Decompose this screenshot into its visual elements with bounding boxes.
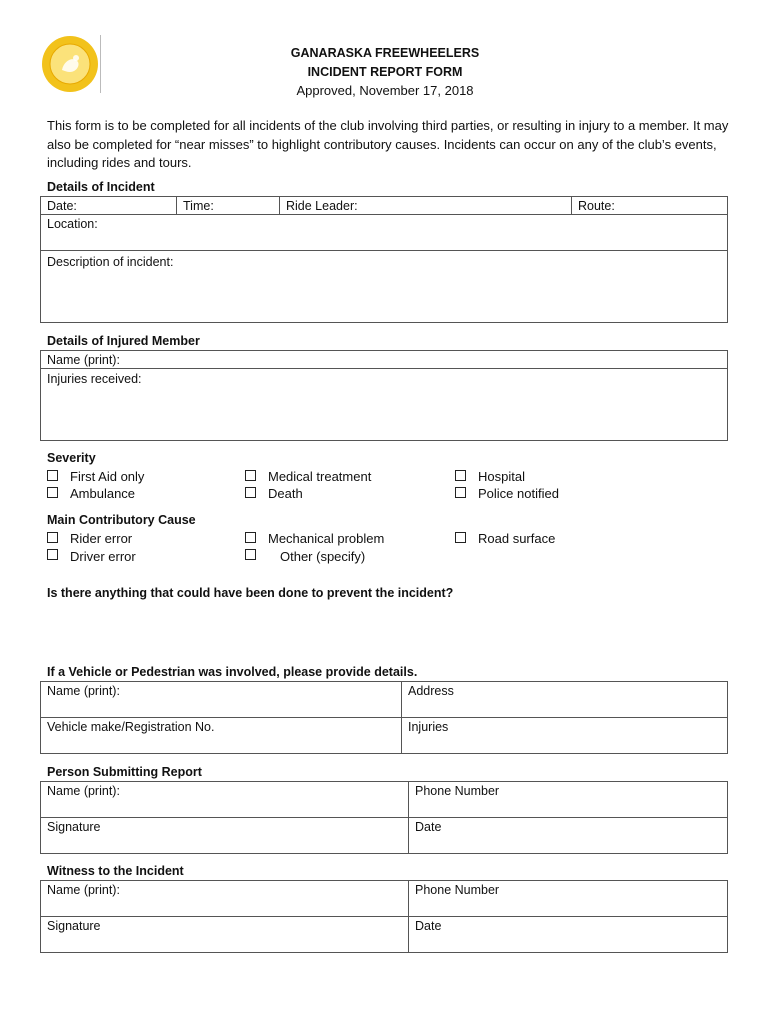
witness-signature-label: Signature: [47, 919, 101, 933]
vehicle-make-field[interactable]: [40, 717, 402, 754]
witness-phone-field[interactable]: [408, 880, 728, 917]
submitter-date-label: Date: [415, 820, 442, 834]
date-label: Date:: [47, 199, 77, 213]
witness-name-field[interactable]: [40, 880, 409, 917]
location-label: Location:: [47, 217, 98, 231]
submitter-signature-field[interactable]: [40, 817, 409, 854]
driver-error-label: Driver error: [70, 549, 136, 564]
vehicle-injuries-field[interactable]: [401, 717, 728, 754]
medical-treatment-label: Medical treatment: [268, 469, 372, 484]
injured-name-label: Name (print):: [47, 353, 120, 367]
time-label: Time:: [183, 199, 214, 213]
injuries-label: Injuries received:: [47, 372, 142, 386]
submitter-date-field[interactable]: [408, 817, 728, 854]
death-label: Death: [268, 486, 303, 501]
ride-leader-field[interactable]: [279, 196, 572, 215]
vehicle-address-field[interactable]: [401, 681, 728, 718]
description-field[interactable]: [40, 250, 728, 323]
ride-leader-label: Ride Leader:: [286, 199, 358, 213]
incident-heading: Details of Incident: [47, 180, 155, 194]
checkbox-road-surface[interactable]: [455, 532, 466, 543]
incident-time-field[interactable]: [176, 196, 280, 215]
location-field[interactable]: [40, 214, 728, 251]
rider-error-label: Rider error: [70, 531, 133, 546]
injuries-field[interactable]: [40, 368, 728, 441]
vehicle-address-label: Address: [408, 684, 454, 698]
vehicle-make-label: Vehicle make/Registration No.: [47, 720, 215, 734]
submitter-phone-label: Phone Number: [415, 784, 500, 798]
checkbox-police-notified[interactable]: [455, 487, 466, 498]
checkbox-driver-error[interactable]: [47, 549, 58, 560]
form-title: INCIDENT REPORT FORM: [307, 65, 463, 79]
vehicle-injuries-label: Injuries: [408, 720, 449, 734]
injured-name-field[interactable]: [40, 350, 728, 369]
checkbox-hospital[interactable]: [455, 470, 466, 481]
checkbox-mechanical-problem[interactable]: [245, 532, 256, 543]
witness-signature-field[interactable]: [40, 916, 409, 953]
first-aid-label: First Aid only: [70, 469, 145, 484]
police-notified-label: Police notified: [478, 486, 559, 501]
vehicle-heading: If a Vehicle or Pedestrian was involved, please provide details.: [47, 665, 418, 679]
mechanical-problem-label: Mechanical problem: [268, 531, 385, 546]
prevent-question: Is there anything that could have been done to prevent the incident?: [47, 586, 454, 600]
submitter-name-label: Name (print):: [47, 784, 120, 798]
other-specify-label: Other (specify): [280, 549, 366, 564]
ambulance-label: Ambulance: [70, 486, 136, 501]
witness-heading: Witness to the Incident: [47, 864, 184, 878]
checkbox-ambulance[interactable]: [47, 487, 58, 498]
submitter-name-field[interactable]: [40, 781, 409, 818]
cause-heading: Main Contributory Cause: [47, 513, 196, 527]
intro-text: This form is to be completed for all incidents of the club involving third parties, or resulting in injury to a member. It may also be completed for “near misses” to highlight contributory causes. Incidents can occur on any of the club’s events, including rides and tours.: [47, 118, 729, 170]
route-field[interactable]: [571, 196, 728, 215]
checkbox-medical-treatment[interactable]: [245, 470, 256, 481]
approved-date: Approved, November 17, 2018: [296, 83, 474, 98]
injured-heading: Details of Injured Member: [47, 334, 200, 348]
org-name: GANARASKA FREEWHEELERS: [290, 46, 480, 60]
severity-heading: Severity: [47, 451, 96, 465]
road-surface-label: Road surface: [478, 531, 556, 546]
checkbox-death[interactable]: [245, 487, 256, 498]
vehicle-name-label: Name (print):: [47, 684, 120, 698]
submitter-phone-field[interactable]: [408, 781, 728, 818]
witness-phone-label: Phone Number: [415, 883, 500, 897]
checkbox-first-aid[interactable]: [47, 470, 58, 481]
witness-name-label: Name (print):: [47, 883, 120, 897]
description-label: Description of incident:: [47, 255, 174, 269]
witness-date-field[interactable]: [408, 916, 728, 953]
vehicle-name-field[interactable]: [40, 681, 402, 718]
submitter-signature-label: Signature: [47, 820, 101, 834]
checkbox-other[interactable]: [245, 549, 256, 560]
hospital-label: Hospital: [478, 469, 525, 484]
route-label: Route:: [578, 199, 615, 213]
checkbox-rider-error[interactable]: [47, 532, 58, 543]
incident-date-field[interactable]: [40, 196, 177, 215]
submitter-heading: Person Submitting Report: [47, 765, 202, 779]
witness-date-label: Date: [415, 919, 442, 933]
